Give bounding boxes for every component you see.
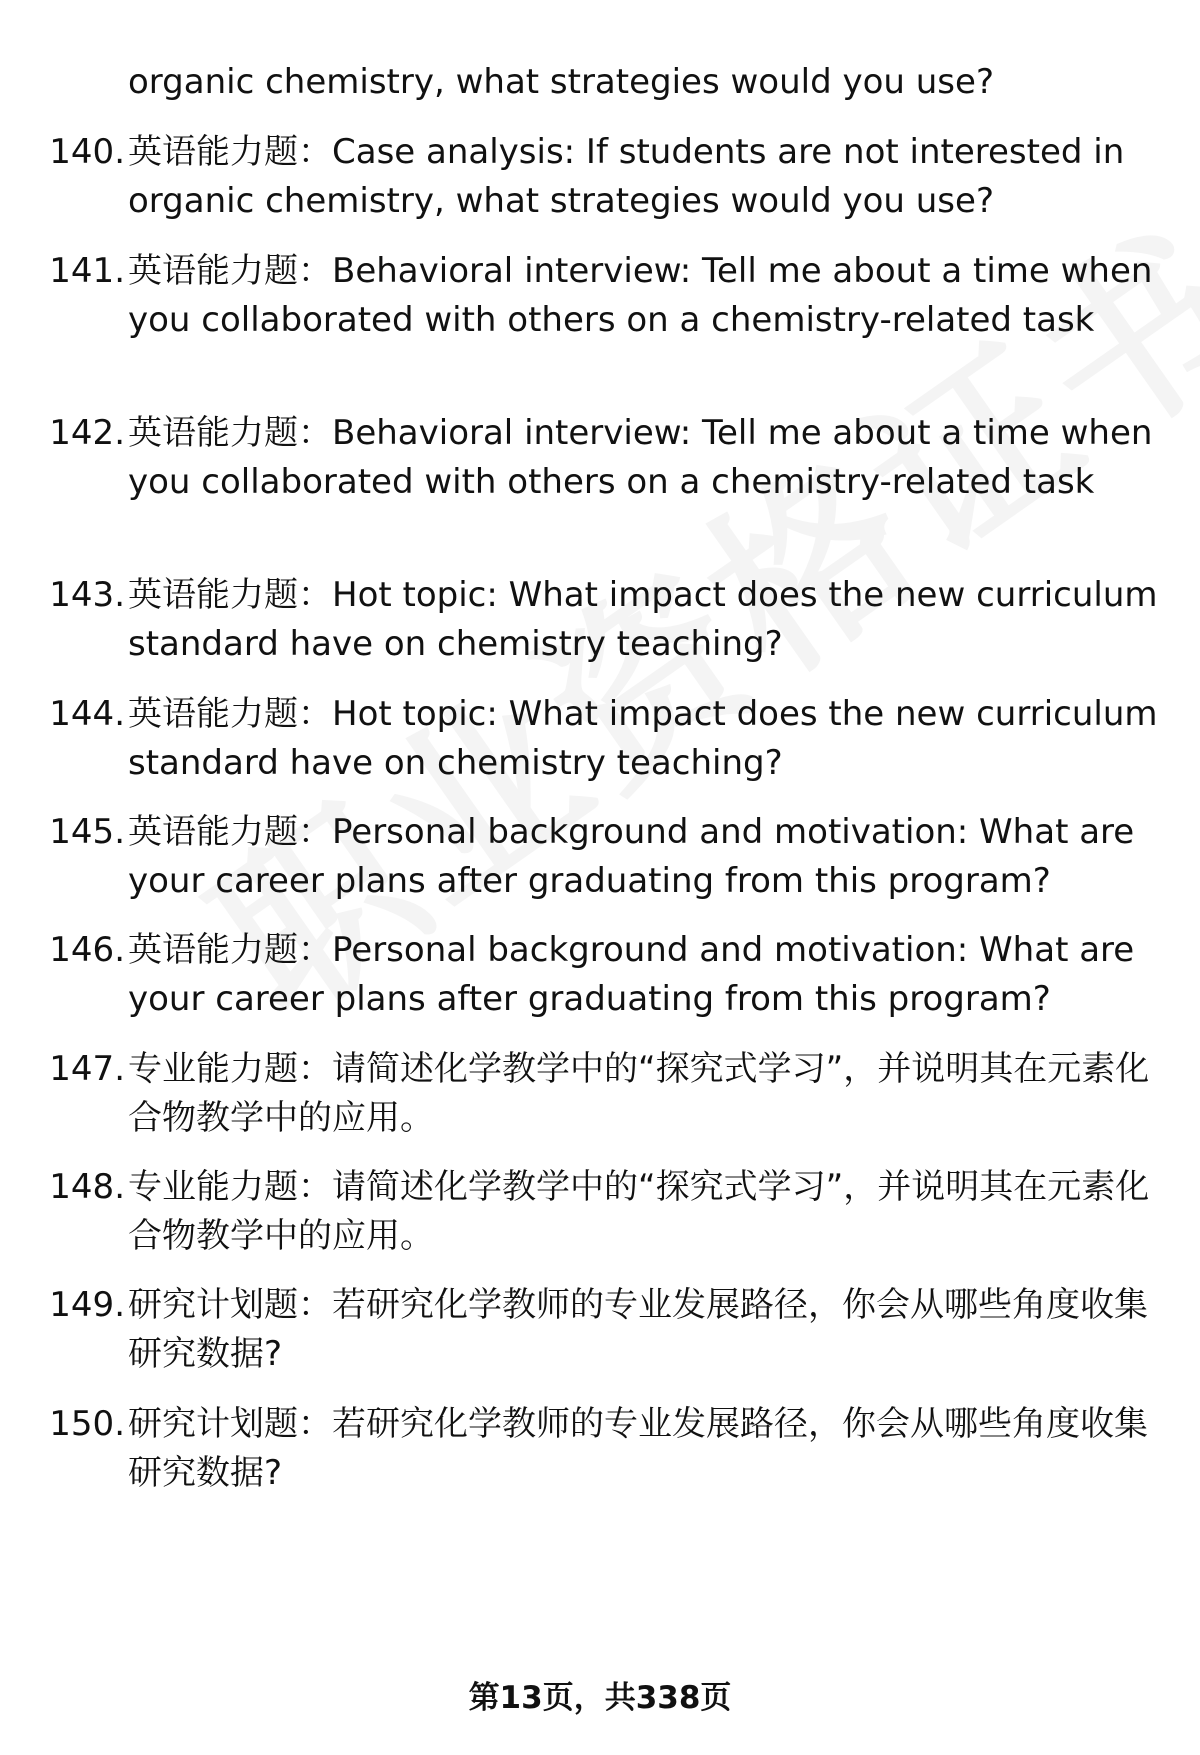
question-number: 147. [49, 1049, 125, 1089]
question-text: 专业能力题：请简述化学教学中的“探究式学习”，并说明其在元素化合物教学中的应用。 [128, 1167, 1150, 1256]
question-text: 英语能力题：Personal background and motivation: What are your career plans after graduating from this program? [128, 930, 1135, 1019]
question-number: 150. [49, 1404, 125, 1444]
question-text: 英语能力题：Personal background and motivation: What are your career plans after graduating from this program? [128, 812, 1135, 901]
question-number: 148. [49, 1167, 125, 1207]
question-text: 英语能力题：Hot topic: What impact does the new curriculum standard have on chemistry teaching? [128, 694, 1158, 783]
question-number: 141. [49, 251, 125, 291]
question-number: 143. [49, 575, 125, 615]
question-number: 145. [49, 812, 125, 852]
continued-question-text: organic chemistry, what strategies would you use? [128, 62, 994, 102]
question-number: 142. [49, 413, 125, 453]
question-text: 英语能力题：Behavioral interview: Tell me about a time when you collaborated with others on a chemistry-related task [128, 413, 1153, 502]
question-number: 144. [49, 694, 125, 734]
page-footer: 第13页，共338页 [468, 1680, 732, 1716]
question-text: 研究计划题：若研究化学教师的专业发展路径，你会从哪些角度收集研究数据? [128, 1404, 1148, 1493]
question-text: 英语能力题：Behavioral interview: Tell me about a time when you collaborated with others on a chemistry-related task [128, 251, 1153, 340]
question-text: 研究计划题：若研究化学教师的专业发展路径，你会从哪些角度收集研究数据? [128, 1285, 1148, 1374]
question-text: 英语能力题：Hot topic: What impact does the new curriculum standard have on chemistry teaching? [128, 575, 1158, 664]
question-text: 专业能力题：请简述化学教学中的“探究式学习”，并说明其在元素化合物教学中的应用。 [128, 1049, 1150, 1138]
question-number: 140. [49, 132, 125, 172]
question-number: 149. [49, 1285, 125, 1325]
question-text: 英语能力题：Case analysis: If students are not interested in organic chemistry, what strategies would you use? [128, 132, 1125, 221]
question-number: 146. [49, 930, 125, 970]
